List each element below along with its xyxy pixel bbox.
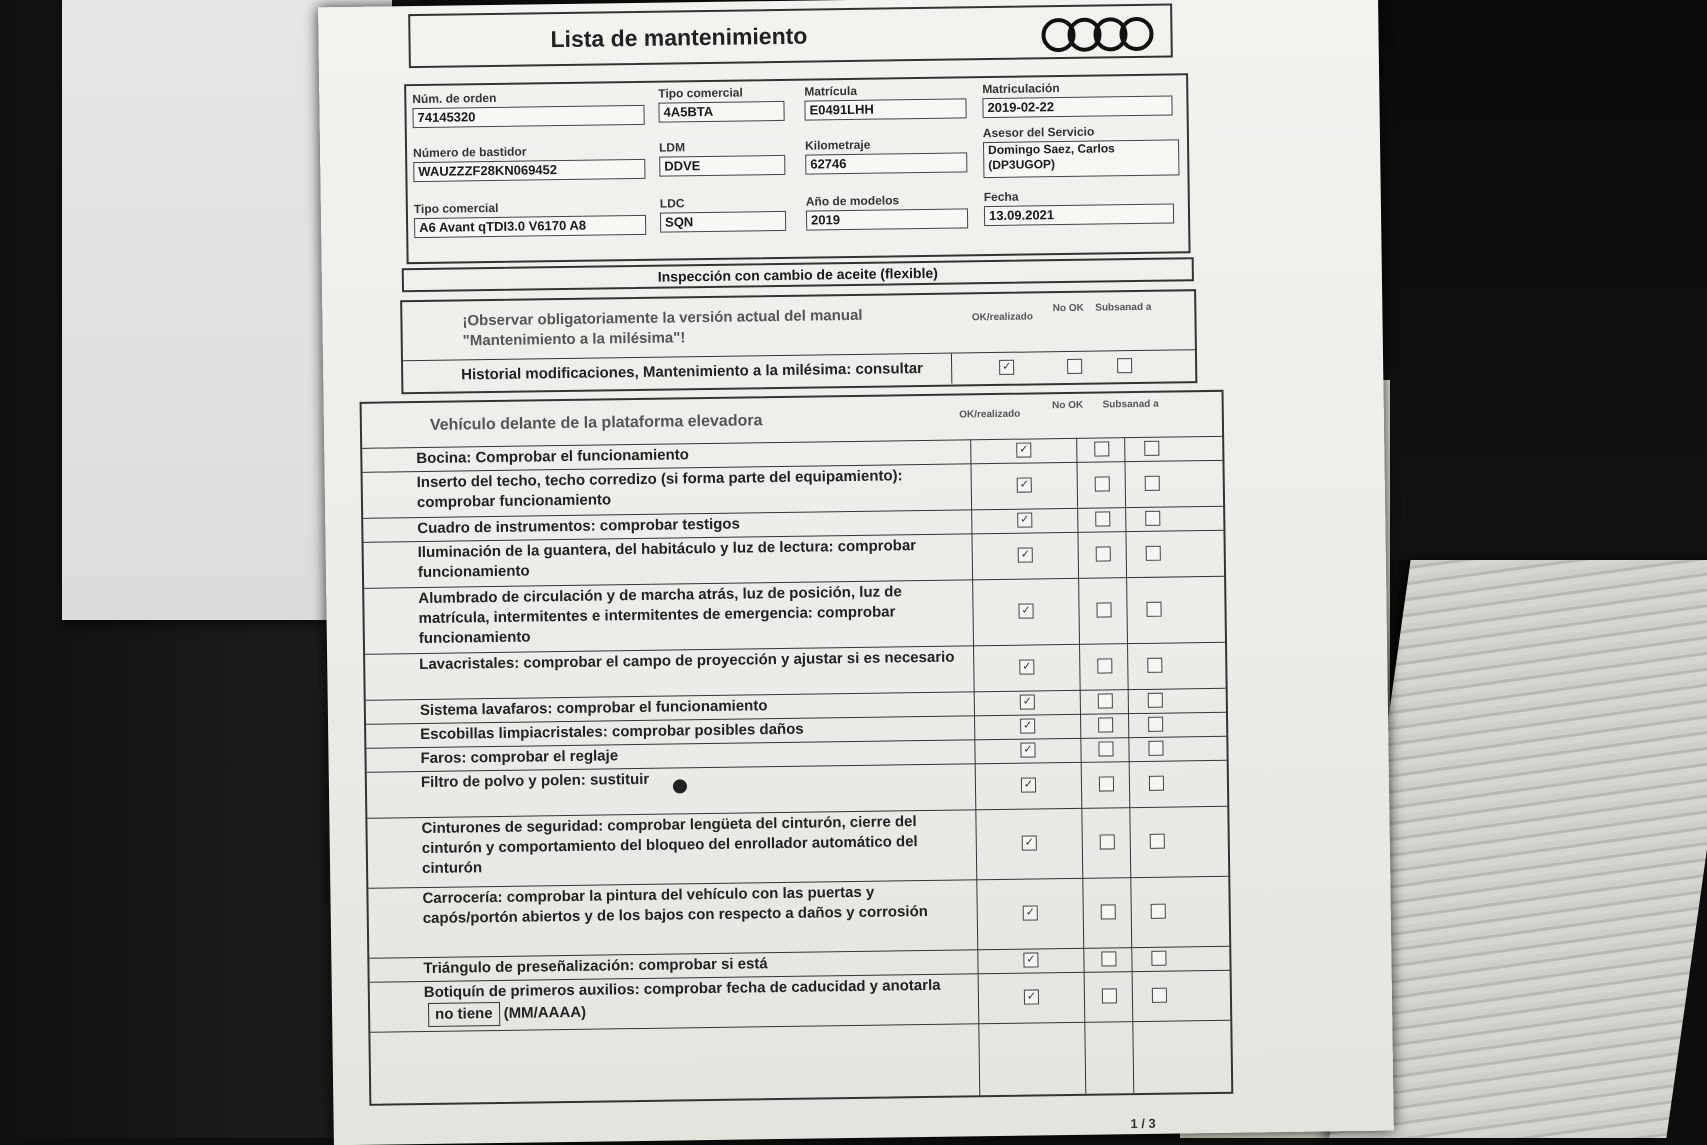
checkbox-ok[interactable]: ✓ (1024, 989, 1039, 1004)
row-text: Cuadro de instrumentos: comprobar testigos (417, 515, 740, 538)
field-label: Asesor del Servicio (982, 124, 1095, 141)
checkbox-no-ok[interactable] (1099, 776, 1114, 791)
field-label: LDC (659, 196, 685, 211)
field-label: Tipo comercial (658, 85, 743, 101)
audi-rings-logo (1036, 14, 1161, 56)
row-text: Escobillas limpiacristales: comprobar posibles daños (420, 720, 804, 744)
manual-row (403, 349, 1195, 391)
checkbox-ok[interactable]: ✓ (1019, 659, 1034, 674)
field-label: Kilometraje (804, 137, 871, 153)
checkbox-ok[interactable]: ✓ (1020, 742, 1035, 757)
checkbox-subsanado[interactable] (1148, 693, 1163, 708)
checkbox-ok[interactable]: ✓ (1017, 477, 1032, 492)
row-text: Triángulo de preseñalización: comprobar si está (423, 955, 768, 978)
field-fecha (984, 187, 1174, 226)
title-box (408, 3, 1173, 68)
checkbox-ok[interactable]: ✓ (1023, 952, 1038, 967)
checkbox-no-ok[interactable] (1098, 693, 1113, 708)
checkbox-ok[interactable]: ✓ (1020, 718, 1035, 733)
checkbox-no-ok[interactable] (1096, 602, 1111, 617)
field-label: Número de bastidor (412, 144, 527, 161)
divider (951, 354, 952, 384)
field-matricula (804, 82, 966, 120)
checkbox-subsanado[interactable] (1147, 658, 1162, 673)
checkbox-subsanado[interactable] (1150, 834, 1165, 849)
row-text: Iluminación de la guantera, del habitáculo y luz de lectura: comprobar funcionamiento (417, 537, 917, 582)
field-anio-modelos (806, 192, 968, 230)
form-title: Lista de mantenimiento (550, 22, 808, 53)
expiry-date-box: no tiene (428, 1002, 500, 1027)
vehicle-info-box (404, 73, 1190, 264)
checkbox-no-ok[interactable] (1094, 441, 1109, 456)
checkbox-ok[interactable]: ✓ (1017, 512, 1032, 527)
checkbox-subsanado[interactable] (1148, 741, 1163, 756)
field-ldm (659, 139, 785, 177)
checkbox-ok[interactable]: ✓ (1023, 905, 1038, 920)
checkbox-no-ok[interactable] (1096, 546, 1111, 561)
field-value: 74145320 (412, 105, 644, 128)
checkbox-subsanado[interactable] (1151, 951, 1166, 966)
field-tipo-comercial (414, 199, 646, 238)
field-label: Tipo comercial (413, 200, 499, 217)
row-text: Sistema lavafaros: comprobar el funcionamiento (419, 697, 768, 720)
checkbox-subsanado[interactable] (1146, 546, 1161, 561)
field-label: Fecha (983, 189, 1019, 205)
row-text-before: Botiquín de primeros auxilios: comprobar fecha de caducidad y anotarla (423, 976, 941, 1002)
field-value: 2019-02-22 (982, 95, 1172, 118)
checkbox-ok[interactable]: ✓ (1022, 835, 1037, 850)
row-text: Alumbrado de circulación y de marcha atrás, luz de posición, luz de matrícula, intermitentes e intermitentes de emergencia: comprobar funcionamiento (418, 583, 902, 648)
checkbox-subsanado[interactable] (1149, 776, 1164, 791)
page-number: 1 / 3 (1130, 1115, 1156, 1132)
row-text: Bocina: Comprobar el funcionamiento (416, 446, 689, 468)
field-value: A6 Avant qTDI3.0 V6170 A8 (414, 215, 646, 238)
field-asesor (983, 123, 1180, 178)
checkbox-subsanado[interactable] (1145, 511, 1160, 526)
field-matriculacion (982, 79, 1172, 118)
checkbox-ok[interactable]: ✓ (1016, 442, 1031, 457)
field-num-orden (412, 89, 644, 128)
column-header-no-ok: No OK (1052, 302, 1084, 315)
field-value: SQN (660, 211, 786, 233)
field-value: WAUZZZF28KN069452 (413, 159, 645, 182)
checkbox-subsanado[interactable] (1117, 358, 1132, 373)
ink-dot (673, 779, 687, 793)
table-title: Vehículo delante de la plataforma elevadora (429, 412, 763, 434)
checkbox-no-ok[interactable] (1101, 951, 1116, 966)
checkbox-no-ok[interactable] (1095, 476, 1110, 491)
field-label: Matrícula (804, 83, 858, 99)
checkbox-ok[interactable]: ✓ (999, 360, 1014, 375)
checkbox-no-ok[interactable] (1098, 717, 1113, 732)
table-row (368, 876, 1229, 959)
checkbox-no-ok[interactable] (1097, 658, 1112, 673)
checkbox-no-ok[interactable] (1095, 511, 1110, 526)
manual-row-text: Historial modificaciones, Mantenimiento a la milésima: consultar (461, 359, 924, 384)
inspection-table (360, 390, 1234, 1106)
field-value: 2019 (806, 208, 968, 230)
field-label: Núm. de orden (412, 90, 497, 107)
column-header-ok: OK/realizado (971, 311, 1034, 324)
checkbox-no-ok[interactable] (1101, 904, 1116, 919)
checkbox-subsanado[interactable] (1144, 441, 1159, 456)
field-label: Año de modelos (805, 193, 900, 209)
field-ldc (660, 195, 786, 233)
column-header-subsanado: Subsanad a (1095, 301, 1152, 314)
table-row (370, 970, 1231, 1033)
row-text: Carrocería: comprobar la pintura del vehículo con las puertas y capós/portón abiertos y de los bajos con respecto a daños y corrosión (422, 883, 928, 928)
checkbox-subsanado[interactable] (1152, 988, 1167, 1003)
field-kilometraje (805, 136, 967, 174)
row-text: Cinturones de seguridad: comprobar lengüeta del cinturón, cierre del cinturón y comportamiento del bloqueo del enrollador automático del cinturón (421, 813, 918, 878)
field-value: 62746 (805, 152, 967, 174)
checkbox-no-ok[interactable] (1100, 834, 1115, 849)
field-value: Domingo Saez, Carlos (DP3UGOP) (983, 139, 1179, 178)
field-tipo-comercial-code (658, 85, 784, 123)
manual-notice-box (400, 289, 1197, 394)
field-label: LDM (658, 140, 686, 155)
maintenance-sheet (318, 0, 1394, 1145)
field-num-bastidor (413, 143, 645, 182)
checkbox-ok[interactable]: ✓ (1018, 603, 1033, 618)
checkbox-subsanado[interactable] (1148, 717, 1163, 732)
table-row (367, 806, 1228, 889)
checkbox-no-ok[interactable] (1067, 359, 1082, 374)
field-label: Matriculación (982, 81, 1060, 97)
row-text-after: (MM/AAAA) (503, 1003, 587, 1022)
section-title: Inspección con cambio de aceite (flexible) (402, 257, 1194, 292)
row-text: Faros: comprobar el reglaje (420, 747, 619, 768)
field-value: 13.09.2021 (984, 203, 1174, 226)
row-text: Inserto del techo, techo corredizo (si forma parte del equipamiento): comprobar funcionamiento (416, 467, 903, 512)
column-header-ok: OK/realizado (959, 408, 1021, 421)
row-text (424, 975, 965, 1027)
field-value: DDVE (659, 155, 785, 177)
field-value: 4A5BTA (658, 101, 784, 123)
checkbox-subsanado[interactable] (1146, 602, 1161, 617)
column-header-no-ok: No OK (1052, 399, 1084, 412)
checkbox-subsanado[interactable] (1145, 476, 1160, 491)
checkbox-no-ok[interactable] (1102, 988, 1117, 1003)
field-value: E0491LHH (804, 98, 966, 120)
row-text: Lavacristales: comprobar el campo de proyección y ajustar si es necesario (419, 648, 955, 674)
checkbox-subsanado[interactable] (1151, 904, 1166, 919)
checkbox-no-ok[interactable] (1098, 741, 1113, 756)
checkbox-ok[interactable]: ✓ (1021, 777, 1036, 792)
manual-notice: ¡Observar obligatoriamente la versión actual del manual "Mantenimiento a la milésima"! (462, 306, 863, 350)
checkbox-ok[interactable]: ✓ (1020, 694, 1035, 709)
row-text: Filtro de polvo y polen: sustituir (420, 770, 650, 792)
checkbox-ok[interactable]: ✓ (1018, 547, 1033, 562)
column-header-subsanado: Subsanad a (1102, 398, 1159, 411)
